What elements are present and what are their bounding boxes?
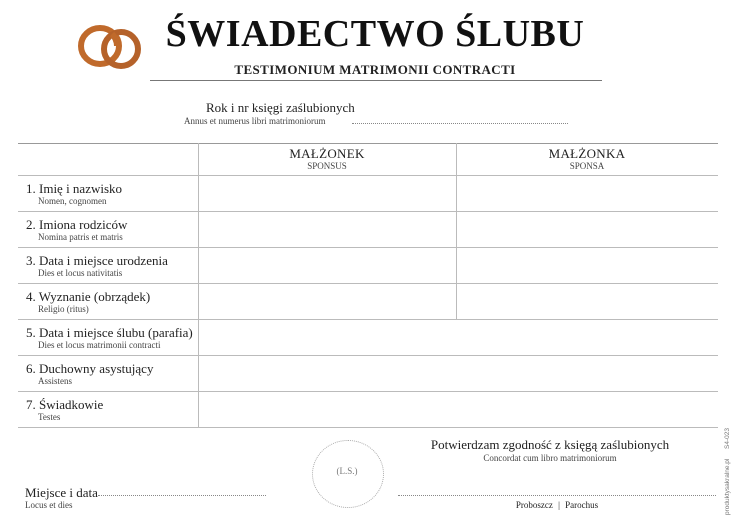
row-latin-wedding: Dies et locus matrimonii contracti xyxy=(38,340,161,350)
place-date-field[interactable] xyxy=(98,495,266,496)
row-label-witnesses: 7. Świadkowie xyxy=(26,397,104,412)
side-print-code: S4-023 xyxy=(724,428,731,449)
priest-caption xyxy=(398,500,716,510)
confirmation-latin: Concordat cum libro matrimoniorum xyxy=(483,453,617,463)
row-latin-parents: Nomina patris et matris xyxy=(38,232,123,242)
groom-parents-field[interactable] xyxy=(199,212,455,246)
side-print-brand: produktysakralne.pl xyxy=(724,458,731,515)
document-subtitle: TESTIMONIUM MATRIMONII CONTRACTI xyxy=(234,62,516,77)
bride-name-field[interactable] xyxy=(457,176,717,210)
groom-column-latin: SPONSUS xyxy=(307,161,347,171)
bride-column-header: MAŁŻONKA xyxy=(548,146,626,161)
row-label-wedding: 5. Data i miejsce ślubu (parafia) xyxy=(26,325,193,340)
row-latin-birth: Dies et locus nativitatis xyxy=(38,268,123,278)
row-latin-religion: Religio (ritus) xyxy=(38,304,89,314)
place-date-latin: Locus et dies xyxy=(25,500,73,510)
row-label-parents: 2. Imiona rodziców xyxy=(26,217,128,232)
book-number-latin: Annus et numerus libri matrimoniorum xyxy=(184,116,326,126)
groom-birth-field[interactable] xyxy=(199,248,455,282)
side-print xyxy=(716,425,736,517)
row-latin-witnesses: Testes xyxy=(38,412,61,422)
row-latin-clergy: Assistens xyxy=(38,376,73,386)
row-label-clergy: 6. Duchowny asystujący xyxy=(26,361,154,376)
book-number-field[interactable] xyxy=(352,123,568,124)
table-bottom-border xyxy=(18,427,718,428)
table-top-border xyxy=(18,143,718,144)
priest-separator: | xyxy=(558,500,560,510)
bride-parents-field[interactable] xyxy=(457,212,717,246)
groom-name-field[interactable] xyxy=(199,176,455,210)
title-divider xyxy=(150,80,602,81)
priest-latin: Parochus xyxy=(565,500,599,510)
bride-column-latin: SPONSA xyxy=(569,161,605,171)
clergy-field[interactable] xyxy=(199,356,717,390)
bride-birth-field[interactable] xyxy=(457,248,717,282)
document-title: ŚWIADECTWO ŚLUBU xyxy=(165,13,585,55)
book-number-label: Rok i nr księgi zaślubionych xyxy=(206,100,355,115)
bride-religion-field[interactable] xyxy=(457,284,717,318)
wedding-place-field[interactable] xyxy=(199,320,717,354)
groom-column-header: MAŁŻONEK xyxy=(289,146,365,161)
place-date-label: Miejsce i data xyxy=(25,485,98,500)
row-latin-name: Nomen, cognomen xyxy=(38,196,107,206)
row-label-name: 1. Imię i nazwisko xyxy=(26,181,123,196)
confirmation-label: Potwierdzam zgodność z księgą zaślubionych xyxy=(430,437,670,452)
row-label-religion: 4. Wyznanie (obrządek) xyxy=(26,289,151,304)
witnesses-field[interactable] xyxy=(199,392,717,426)
priest-label: Proboszcz xyxy=(515,500,553,510)
seal-label: (L.S.) xyxy=(336,466,358,476)
groom-religion-field[interactable] xyxy=(199,284,455,318)
row-label-birth: 3. Data i miejsce urodzenia xyxy=(26,253,168,268)
priest-signature-field[interactable] xyxy=(398,495,716,496)
